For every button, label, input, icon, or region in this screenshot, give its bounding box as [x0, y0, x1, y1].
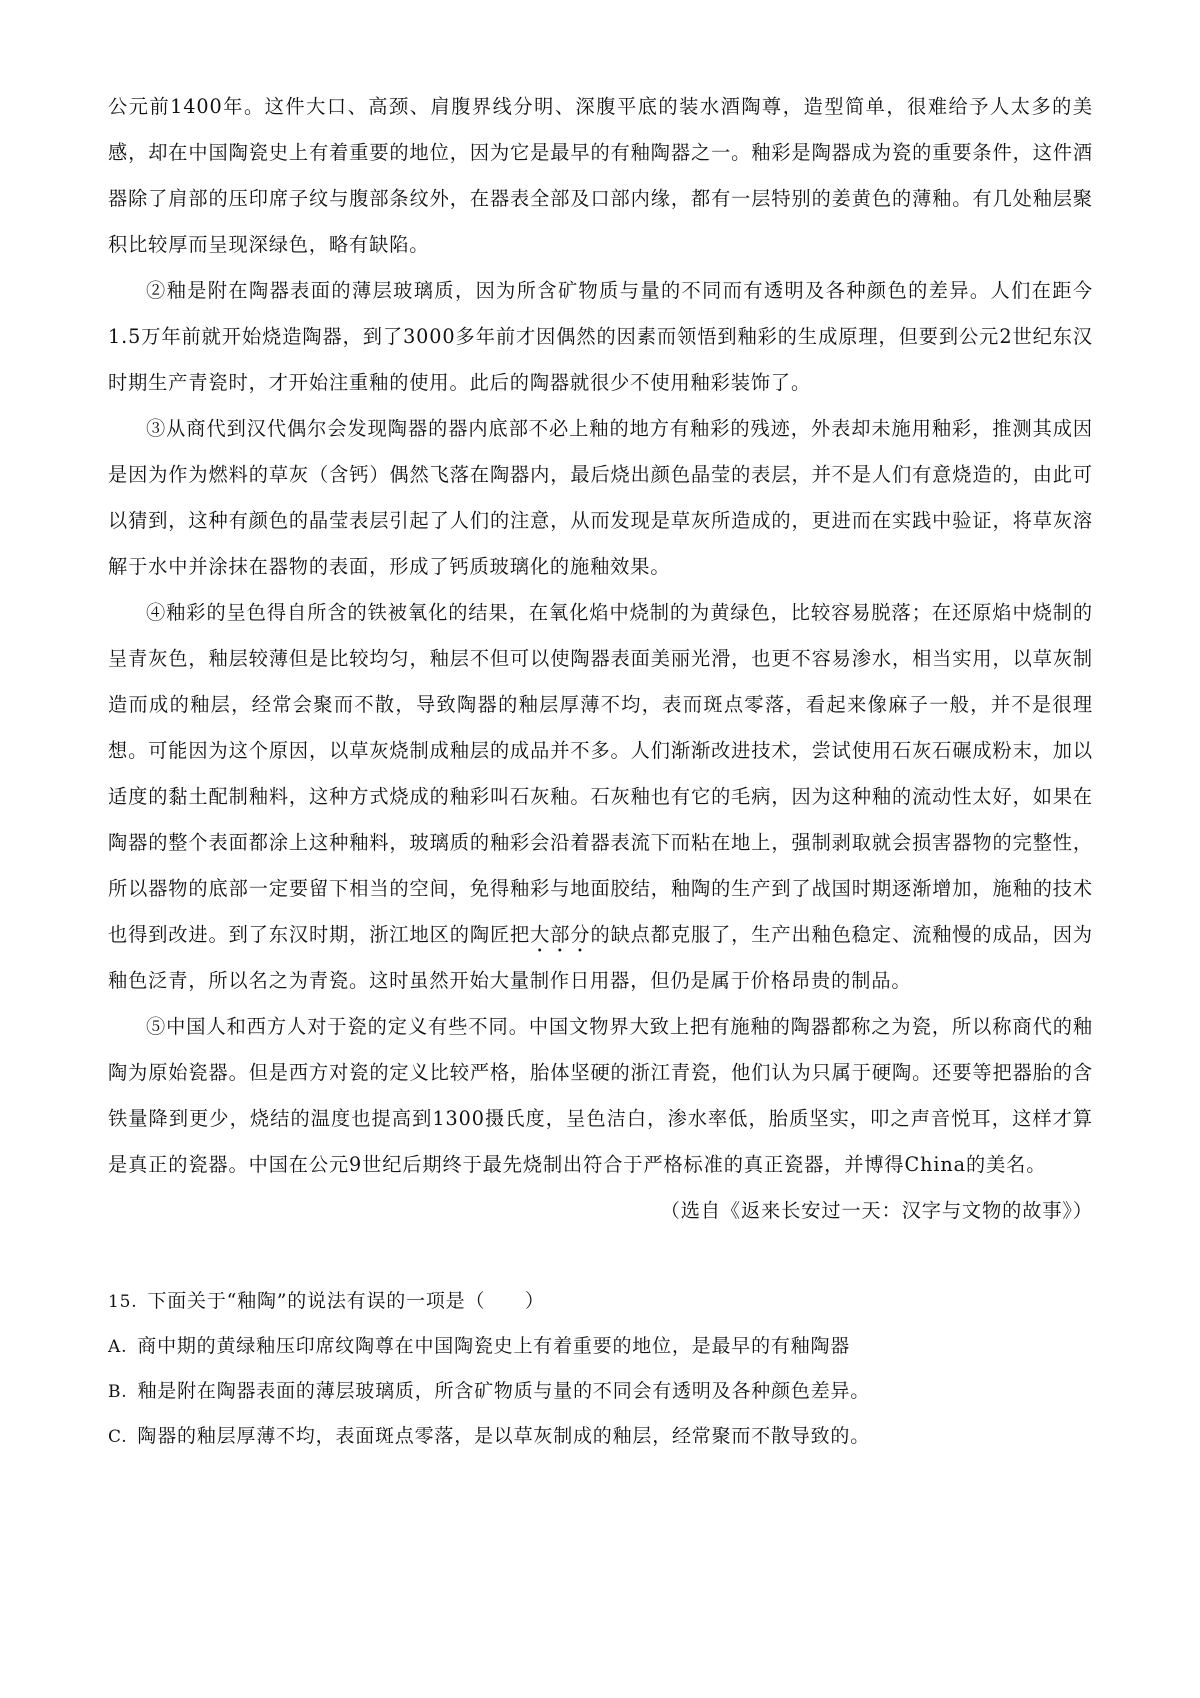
source-citation: （选自《返来长安过一天：汉字与文物的故事》） [660, 1199, 1093, 1222]
option-text: 陶器的釉层厚薄不均，表面斑点零落，是以草灰制成的釉层，经常聚而不散导致的。 [137, 1425, 871, 1447]
option-c[interactable] [108, 1414, 1093, 1459]
paragraph-5: ⑤中国人和西方人对于瓷的定义有些不同。中国文物界大致上把有施釉的陶器都称之为瓷，所以称商代的釉陶为原始瓷器。但是西方对瓷的定义比较严格，胎体坚硬的浙江青瓷，他们认为只属于硬陶。还要等把器胎的含铁量降到更少，烧结的温度也提高到1300摄氏度，呈色洁白，渗水率低，胎质坚实，叩之声音悦耳，这样才算是真正的瓷器。中国在公元9世纪后期终于最先烧制出符合于严格标准的真正瓷器，并博得China的美名。 [108, 1015, 1093, 1176]
option-text: 釉是附在陶器表面的薄层玻璃质，所含矿物质与量的不同会有透明及各种颜色差异。 [137, 1380, 871, 1402]
paragraph-3: ③从商代到汉代偶尔会发现陶器的器内底部不必上釉的地方有釉彩的残迹，外表却未施用釉彩，推测其成因是因为作为燃料的草灰（含钙）偶然飞落在陶器内，最后烧出颜色晶莹的表层，并不是人们有意烧造的，由此可以猜到，这种有颜色的晶莹表层引起了人们的注意，从而发现是草灰所造成的，更进而在实践中验证，将草灰溶解于水中并涂抹在器物的表面，形成了钙质玻璃化的施釉效果。 [108, 417, 1093, 578]
option-letter: A. [108, 1337, 128, 1357]
paragraph-1-continued: 公元前1400年。这件大口、高颈、肩腹界线分明、深腹平底的装水酒陶尊，造型简单，很难给予人太多的美感，却在中国陶瓷史上有着重要的地位，因为它是最早的有釉陶器之一。釉彩是陶器成为瓷的重要条件，这件酒器除了肩部的压印席子纹与腹部条纹外，在器表全部及口部内缘，都有一层特别的姜黄色的薄釉。有几处釉层聚积比较厚而呈现深绿色，略有缺陷。 [108, 95, 1093, 256]
option-letter: C. [108, 1427, 128, 1447]
paragraph-4 [108, 590, 1093, 1004]
question-stem-line [108, 1279, 1093, 1324]
paragraph-4-text-before: ④釉彩的呈色得自所含的铁被氧化的结果，在氧化焰中烧制的为黄绿色，比较容易脱落；在还原焰中烧制的呈青灰色，釉层较薄但是比较均匀，釉层不但可以使陶器表面美丽光滑，也更不容易渗水，相当实用，以草灰制造而成的釉层，经常会聚而不散，导致陶器的釉层厚薄不均，表而斑点零落，看起来像麻子一般，并不是很理想。可能因为这个原因，以草灰烧制成釉层的成品并不多。人们渐渐改进技术，尝试使用石灰石碾成粉末，加以适度的黏土配制釉料，这种方式烧成的釉彩叫石灰釉。石灰釉也有它的毛病，因为这种釉的流动性太好，如果在陶器的整个表面都涂上这种釉料，玻璃质的釉彩会沿着器表流下而粘在地上，强制剥取就会损害器物的完整性，所以器物的底部一定要留下相当的空间，免得釉彩与地面胶结，釉陶的生产到了战国时期逐渐增加，施釉的技术也得到改进。到了东汉时期，浙江地区的陶匠把 [108, 601, 1093, 946]
question-stem: 下面关于“釉陶”的说法有误的一项是（ ） [147, 1290, 545, 1312]
article-body [108, 84, 1093, 1234]
option-letter: B. [108, 1382, 128, 1402]
paragraph-4-text-after: 的缺点都克服了，生产出釉色稳定、流釉慢的成品，因为釉色泛青，所以名之为青瓷。这时虽然开始大量制作日用器，但仍是属于价格昂贵的制品。 [108, 923, 1094, 992]
option-a[interactable] [108, 1324, 1093, 1369]
question-15 [108, 1279, 1093, 1459]
option-text: 商中期的黄绿釉压印席纹陶尊在中国陶瓷史上有着重要的地位，是最早的有釉陶器 [137, 1335, 851, 1357]
option-b[interactable] [108, 1369, 1093, 1414]
paragraph-2: ②釉是附在陶器表面的薄层玻璃质，因为所含矿物质与量的不同而有透明及各种颜色的差异。人们在距今1.5万年前就开始烧造陶器，到了3000多年前才因偶然的因素而领悟到釉彩的生成原理，但要到公元2世纪东汉时期生产青瓷时，才开始注重釉的使用。此后的陶器就很少不使用釉彩装饰了。 [108, 279, 1093, 394]
emphasis-dotted-text: 大部分 [530, 923, 591, 946]
question-number: 15. [108, 1292, 138, 1312]
